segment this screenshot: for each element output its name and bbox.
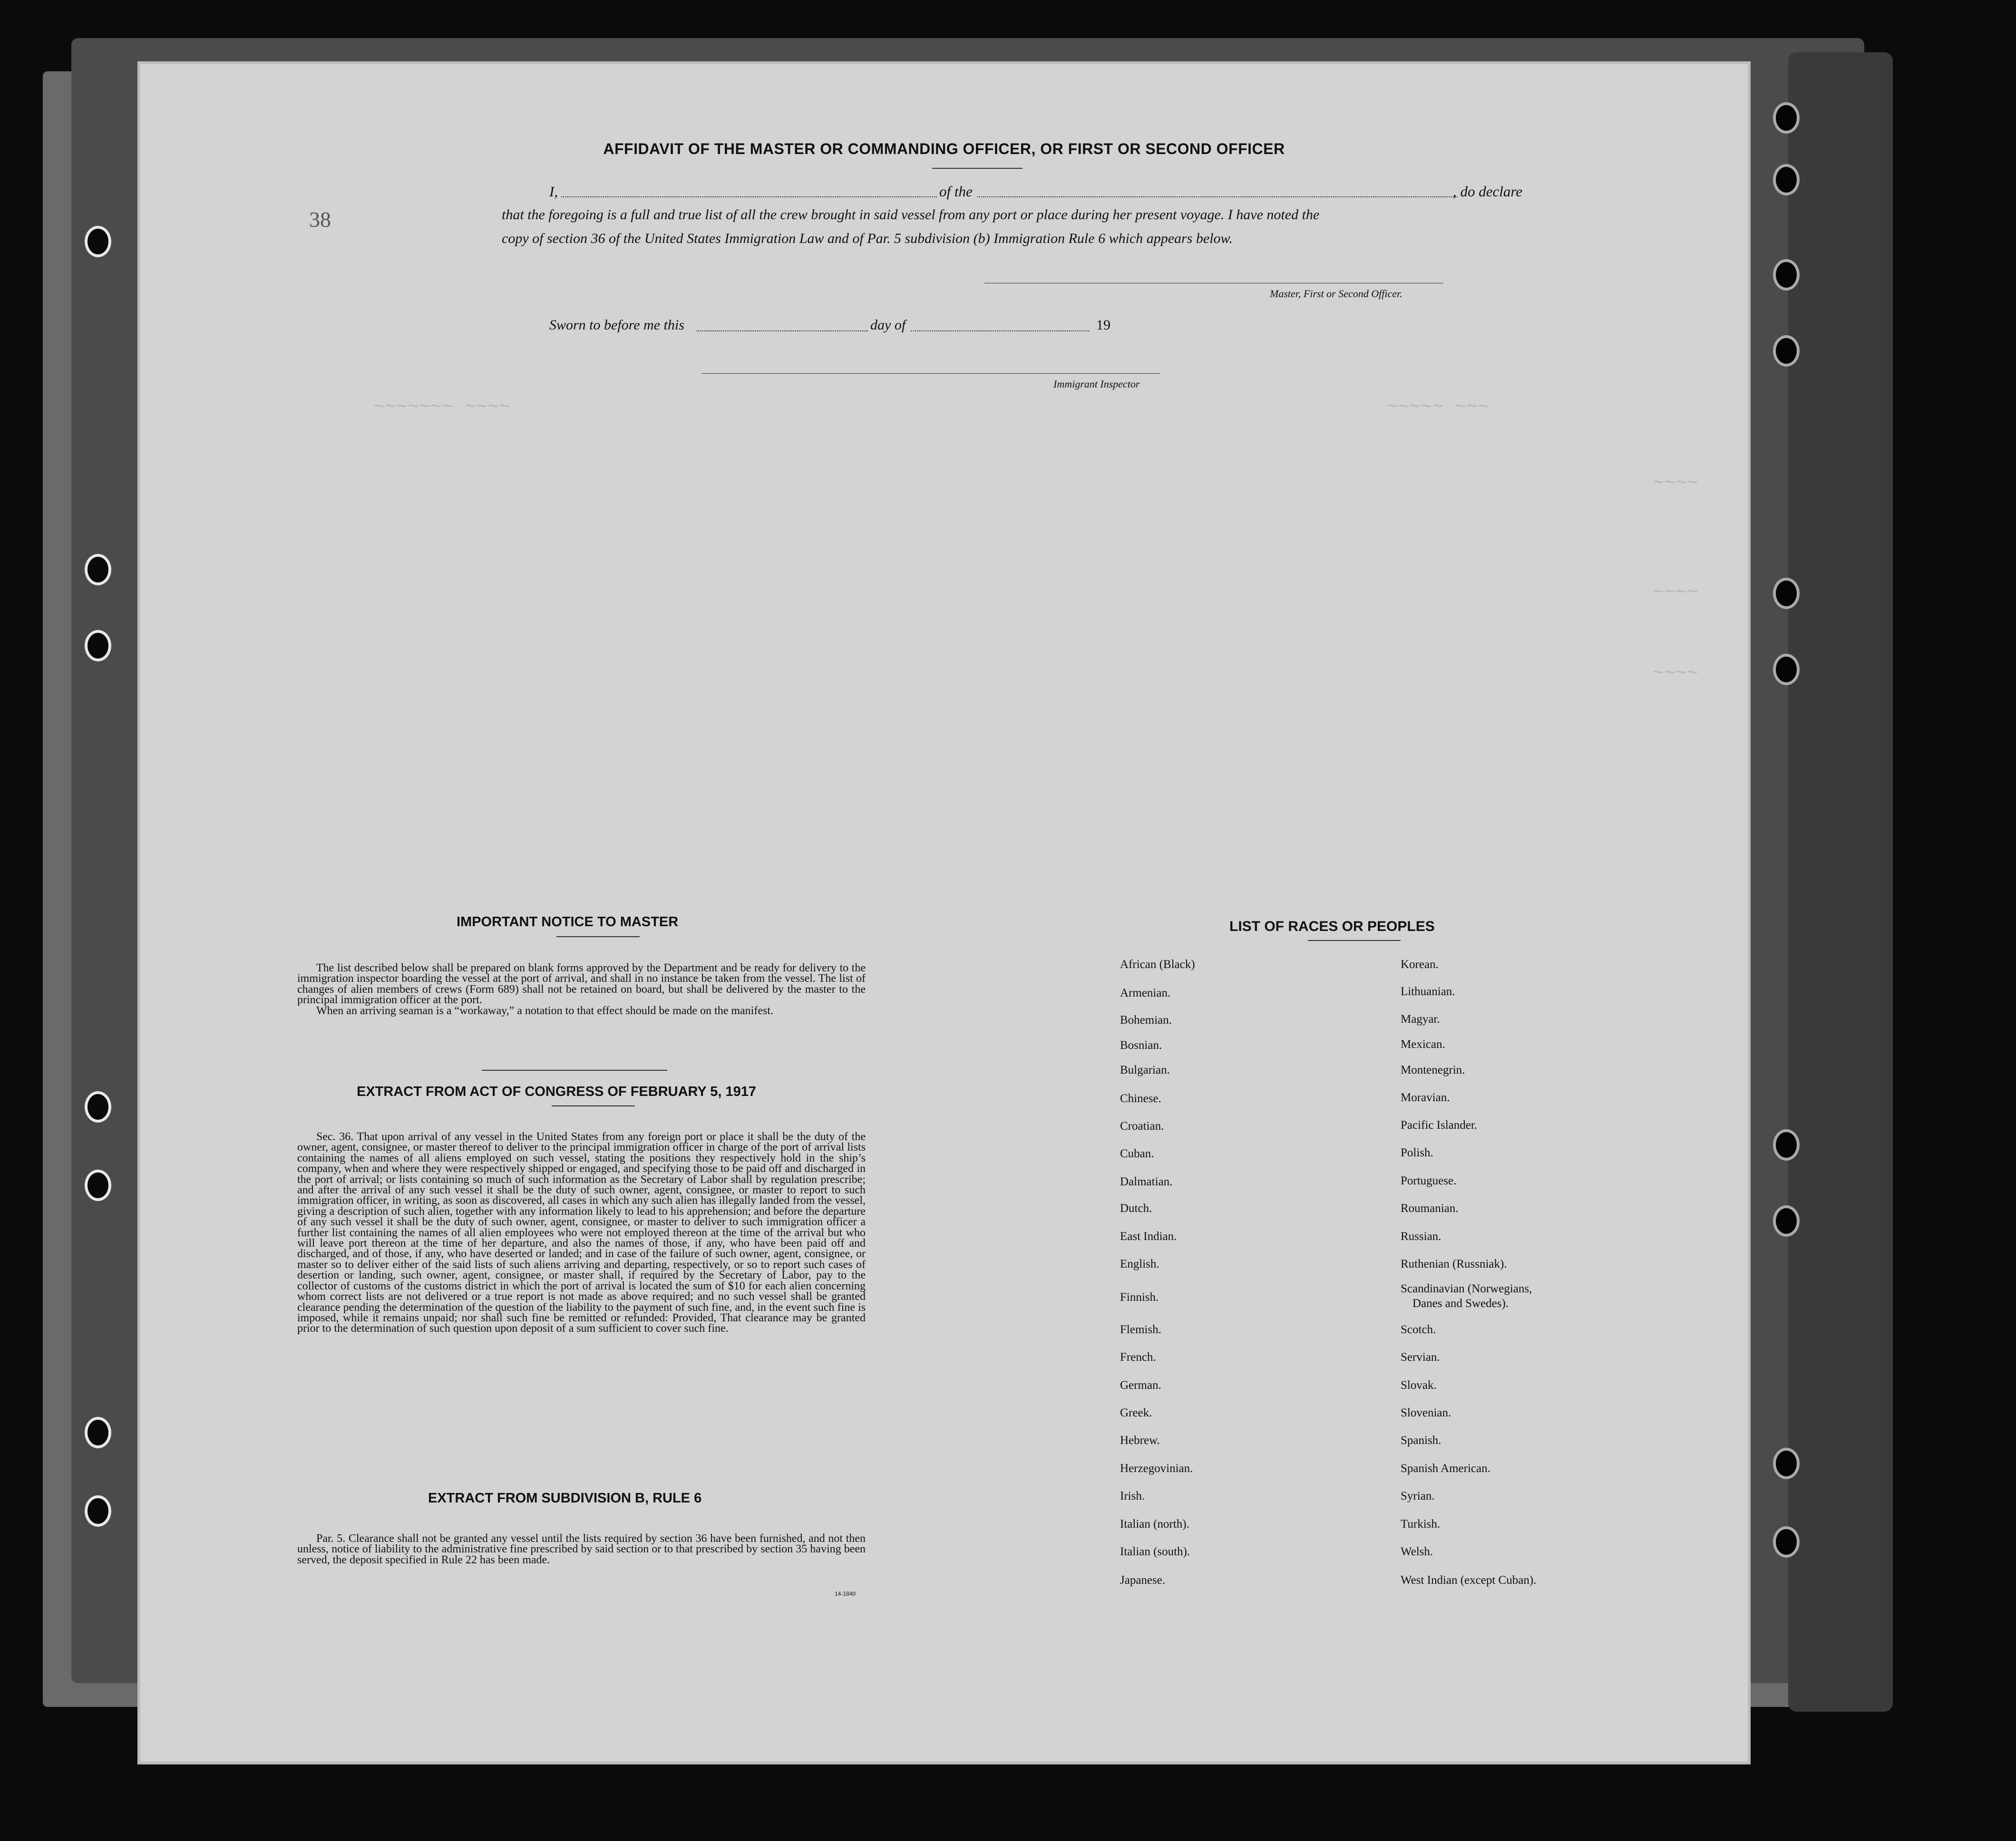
race-item: Welsh. — [1401, 1545, 1433, 1558]
race-item: Bohemian. — [1120, 1014, 1172, 1027]
affidavit-title: AFFIDAVIT OF THE MASTER OR COMMANDING OFFICER, OR FIRST OR SECOND OFFICER — [603, 140, 1285, 157]
race-item: Finnish. — [1120, 1291, 1159, 1304]
race-item: Spanish American. — [1401, 1462, 1490, 1475]
race-item: Cuban. — [1120, 1147, 1154, 1160]
binder-hole — [85, 554, 111, 585]
section-36-text: Sec. 36. That upon arrival of any vessel in the United States from any foreign port or place it shall be the duty of the owner, agent, consignee, or master thereof to deliver to the principal immigration officer in charge of the port of arrival lists containing the names of all aliens employed on such vessel, stating the positions they respectively hold in the ship’s company, when and where they were respectively shipped or engaged, and specifying those to be paid off and discharged in the port of arrival; or lists containing so much of such information as the Secretary of Labor shall by regulation prescribe; and after the arrival of any such vessel it shall be the duty of such owner, agent, consignee, or master to report to such immigration officer, in writing, as soon as discovered, all cases in which any such alien has illegally landed from the vessel, giving a description of such alien, together with any information likely to lead to his apprehension; and before the departure of any such vessel it shall be the duty of such owner, agent, consignee, or master to deliver to such immigration officer a further list containing the names of all alien employees who were not employed thereon at the time of the arrival but who will leave port thereon at the time of her departure, and also the names of those, if any, who have been paid off and discharged, and of those, if any, who have deserted or landed; and in case of the failure of such owner, agent, consignee, or master so to deliver either of the said lists of such aliens arriving and departing, respectively, or so to report such cases of desertion or landing, such owner, agent, consignee, or master shall, if required by the Secretary of Labor, pay to the collector of customs of the customs district in which the port of arrival is located the sum of $10 for each alien concerning whom correct lists are not delivered or a true report is not made as above required; and no such vessel shall be granted clearance pending the determination of the question of the liability to the payment of such fine, and, in the event such fine is imposed, while it remains unpaid; nor shall such fine be remitted or refunded: Provided, That clearance may be granted prior to the determination of such question upon deposit of a sum sufficient to cover such fine. — [297, 1131, 866, 1335]
races-title-underline — [1308, 940, 1401, 941]
binder-hole — [1773, 102, 1800, 134]
year-prefix: 19 — [1096, 317, 1110, 333]
race-item: Greek. — [1120, 1406, 1152, 1419]
sworn-date-line[interactable] — [697, 330, 868, 331]
race-item: Korean. — [1401, 958, 1439, 971]
race-item: Bosnian. — [1120, 1039, 1162, 1052]
inspector-signature-line[interactable] — [701, 373, 1160, 374]
race-item: French. — [1120, 1351, 1156, 1364]
race-item: Slovak. — [1401, 1379, 1437, 1392]
race-item: Portuguese. — [1401, 1174, 1457, 1187]
of-the-label: of the — [939, 183, 973, 200]
binder-hole — [85, 226, 111, 257]
binder-hole — [1773, 1205, 1800, 1237]
bleed-through-mark: ~~~~ — [1653, 473, 1699, 494]
race-item: West Indian (except Cuban). — [1401, 1574, 1537, 1587]
bleed-through-mark: ~~~~~ ~~~ — [1386, 397, 1490, 418]
act-title-underline — [552, 1105, 635, 1106]
race-item: Polish. — [1401, 1146, 1433, 1159]
act-extract-text — [297, 1132, 866, 1334]
inspector-signature-caption: Immigrant Inspector — [1053, 378, 1140, 390]
race-item: Italian (south). — [1120, 1545, 1190, 1558]
binder-hole — [1773, 654, 1800, 685]
binder-hole — [1773, 164, 1800, 195]
race-item: Magyar. — [1401, 1013, 1440, 1026]
binder-hole — [85, 1170, 111, 1201]
race-item: Irish. — [1120, 1490, 1145, 1502]
race-item: Scandinavian (Norwegians, — [1401, 1282, 1532, 1295]
affidavit-line-2: that the foregoing is a full and true list of all the crew brought in said vessel from any port or place during her present voyage. I have noted the — [502, 207, 1320, 223]
master-signature-caption: Master, First or Second Officer. — [1270, 288, 1402, 300]
day-of-label: day of — [870, 317, 906, 333]
title-underline — [932, 168, 1023, 169]
race-item: Spanish. — [1401, 1434, 1441, 1447]
affidavit-line-3: copy of section 36 of the United States Immigration Law and of Par. 5 subdivision (b) Immigration Rule 6 which appears below. — [502, 231, 1233, 246]
notice-paragraph: When an arriving seaman is a “workaway,” a notation to that effect should be made on the manifest. — [316, 1004, 773, 1017]
race-item: Dalmatian. — [1120, 1175, 1173, 1188]
race-item: Servian. — [1401, 1351, 1440, 1364]
act-extract-title: EXTRACT FROM ACT OF CONGRESS OF FEBRUARY 5, 1917 — [357, 1084, 757, 1099]
race-item: Russian. — [1401, 1230, 1441, 1243]
affiant-prefix: I, — [549, 183, 558, 200]
race-item: East Indian. — [1120, 1230, 1177, 1243]
race-item: Hebrew. — [1120, 1434, 1160, 1447]
notice-title-underline — [556, 936, 640, 937]
race-item: African (Black) — [1120, 958, 1195, 971]
paragraph-5-text: Par. 5. Clearance shall not be granted any vessel until the lists required by section 36 have been furnished, and not then unless, notice of liability to the administrative fine prescribed by said section or to that prescribed by section 35 having been served, the deposit specified in Rule 22 has been made. — [297, 1532, 866, 1566]
race-item: English. — [1120, 1258, 1159, 1270]
sworn-month-line[interactable] — [911, 330, 1089, 331]
race-item: Herzegovinian. — [1120, 1462, 1193, 1475]
margin-number: 38 — [309, 207, 331, 232]
race-item: Mexican. — [1401, 1038, 1445, 1051]
race-item: Moravian. — [1401, 1091, 1450, 1104]
race-item: Danes and Swedes). — [1412, 1297, 1509, 1310]
race-item: German. — [1120, 1379, 1161, 1392]
rule-extract-title: EXTRACT FROM SUBDIVISION B, RULE 6 — [428, 1491, 702, 1506]
races-title: LIST OF RACES OR PEOPLES — [1229, 919, 1435, 934]
binder-hole — [85, 630, 111, 661]
race-item: Lithuanian. — [1401, 985, 1455, 998]
race-item: Roumanian. — [1401, 1202, 1459, 1215]
race-item: Croatian. — [1120, 1120, 1164, 1133]
binder-hole — [1773, 1448, 1800, 1479]
race-item: Japanese. — [1120, 1574, 1166, 1587]
race-item: Ruthenian (Russniak). — [1401, 1258, 1507, 1270]
race-item: Flemish. — [1120, 1323, 1161, 1336]
race-item: Dutch. — [1120, 1202, 1152, 1215]
binder-hole — [1773, 259, 1800, 291]
race-item: Armenian. — [1120, 987, 1171, 999]
background-sheet-right — [1788, 52, 1893, 1712]
binder-hole — [1773, 1129, 1800, 1161]
race-item: Slovenian. — [1401, 1406, 1451, 1419]
binder-hole — [85, 1495, 111, 1527]
bleed-through-mark: ~~~~ — [1653, 663, 1699, 685]
race-item: Syrian. — [1401, 1490, 1435, 1502]
race-item: Scotch. — [1401, 1323, 1436, 1336]
section-divider — [482, 1070, 667, 1071]
manifest-page — [140, 64, 1748, 1762]
affiant-name-line[interactable] — [561, 196, 937, 197]
race-item: Italian (north). — [1120, 1518, 1189, 1531]
race-item: Montenegrin. — [1401, 1064, 1465, 1076]
notice-paragraph: The list described below shall be prepared on blank forms approved by the Department and be ready for delivery to the immigration inspector boarding the vessel at the port of arrival, and shall in no instance be taken from the vessel. The list of changes of alien members of crews (Form 689) shall not be retained on board, but shall be delivered by the master to the principal immigration officer at the port. — [297, 962, 866, 1007]
bleed-through-mark: ~~~~ — [1653, 582, 1699, 604]
vessel-name-line[interactable] — [977, 196, 1458, 197]
rule-extract-text — [297, 1533, 866, 1565]
binder-hole — [1773, 335, 1800, 367]
race-item: Chinese. — [1120, 1092, 1161, 1105]
bleed-through-mark: ~~~~~~~ ~~~~ — [373, 397, 511, 418]
do-declare-label: , do declare — [1453, 183, 1523, 200]
notice-title: IMPORTANT NOTICE TO MASTER — [457, 914, 679, 930]
race-item: Bulgarian. — [1120, 1064, 1170, 1076]
sworn-label: Sworn to before me this — [549, 317, 684, 333]
notice-text — [297, 963, 866, 1016]
form-number: 14-1840 — [835, 1590, 856, 1597]
binder-hole — [85, 1417, 111, 1448]
race-item: Turkish. — [1401, 1518, 1441, 1531]
race-item: Pacific Islander. — [1401, 1119, 1478, 1132]
binder-hole — [1773, 1526, 1800, 1558]
binder-hole — [1773, 578, 1800, 609]
binder-hole — [85, 1091, 111, 1123]
